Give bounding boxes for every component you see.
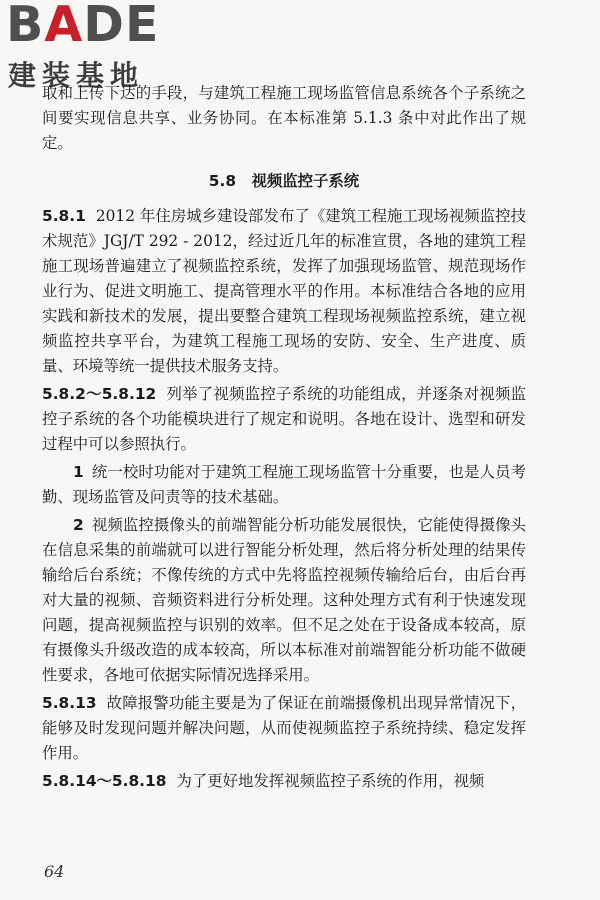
list-item-2 — [42, 513, 526, 688]
clause-text: 故障报警功能主要是为了保证在前端摄像机出现异常情况下，能够及时发现问题并解决问题，从而使视频监控子系统持续、稳定发挥作用。 — [42, 694, 526, 762]
clause-5-8-2-12 — [42, 382, 526, 457]
clause-text: 2012 年住房城乡建设部发布了《建筑工程施工现场视频监控技术规范》JGJ/T 292 - 2012，经过近几年的标准宣贯，各地的建筑工程施工现场普遍建立了视频监控系统，发挥了加强现场监管、规范现场作业行为、促进文明施工、提高管理水平的作用。本标准结合各地的应用实践和新技术的发展，提出要整合建筑工程现场视频监控系统，建立视频监控共享平台，为建筑工程施工现场的安防、安全、生产进度、质量、环境等统一提供技术服务支持。 — [42, 207, 526, 375]
item-text: 视频监控摄像头的前端智能分析功能发展很快，它能使得摄像头在信息采集的前端就可以进行智能分析处理，然后将分析处理的结果传输给后台系统；不像传统的方式中先将监控视频传输给后台，由后台再对大量的视频、音频资料进行分析处理。这种处理方式有利于快速发现问题，提高视频监控与识别的效率。但不足之处在于设备成本较高，原有摄像头升级改造的成本较高，所以本标准对前端智能分析功能不做硬性要求，各地可依据实际情况选择采用。 — [42, 516, 526, 684]
item-number: 2 — [73, 516, 84, 534]
bade-logo — [4, 2, 174, 90]
page-number: 64 — [44, 862, 65, 881]
list-item-1 — [42, 460, 526, 510]
clause-number: 5.8.14～5.8.18 — [42, 772, 167, 790]
clause-5-8-1 — [42, 204, 526, 379]
clause-number: 5.8.1 — [42, 207, 86, 225]
logo-letter-b: B — [6, 0, 45, 53]
item-text: 统一校时功能对于建筑工程施工现场监管十分重要，也是人员考勤、现场监管及问责等的技术基础。 — [42, 463, 526, 506]
logo-letter-a: A — [44, 0, 84, 53]
clause-text: 列举了视频监控子系统的功能组成，并逐条对视频监控子系统的各个功能模块进行了规定和说明。各地在设计、选型和研发过程中可以参照执行。 — [42, 385, 526, 453]
logo-subtitle: 建装基地 — [8, 59, 145, 92]
clause-number: 5.8.2～5.8.12 — [42, 385, 157, 403]
logo-letters-de: DE — [83, 0, 160, 53]
clause-text: 为了更好地发挥视频监控子系统的作用，视频 — [176, 772, 485, 790]
item-number: 1 — [73, 463, 84, 481]
logo-wordmark — [6, 0, 159, 53]
section-title: 5.8 视频监控子系统 — [208, 172, 360, 190]
page-body — [42, 81, 526, 794]
clause-5-8-13 — [42, 691, 526, 766]
clause-number: 5.8.13 — [42, 694, 97, 712]
clause-5-8-14-18 — [42, 769, 526, 794]
intro-paragraph: 取和上传下达的手段，与建筑工程施工现场监管信息系统各个子系统之间要实现信息共享、业务协同。在本标准第 5.1.3 条中对此作出了规定。 — [42, 84, 526, 152]
